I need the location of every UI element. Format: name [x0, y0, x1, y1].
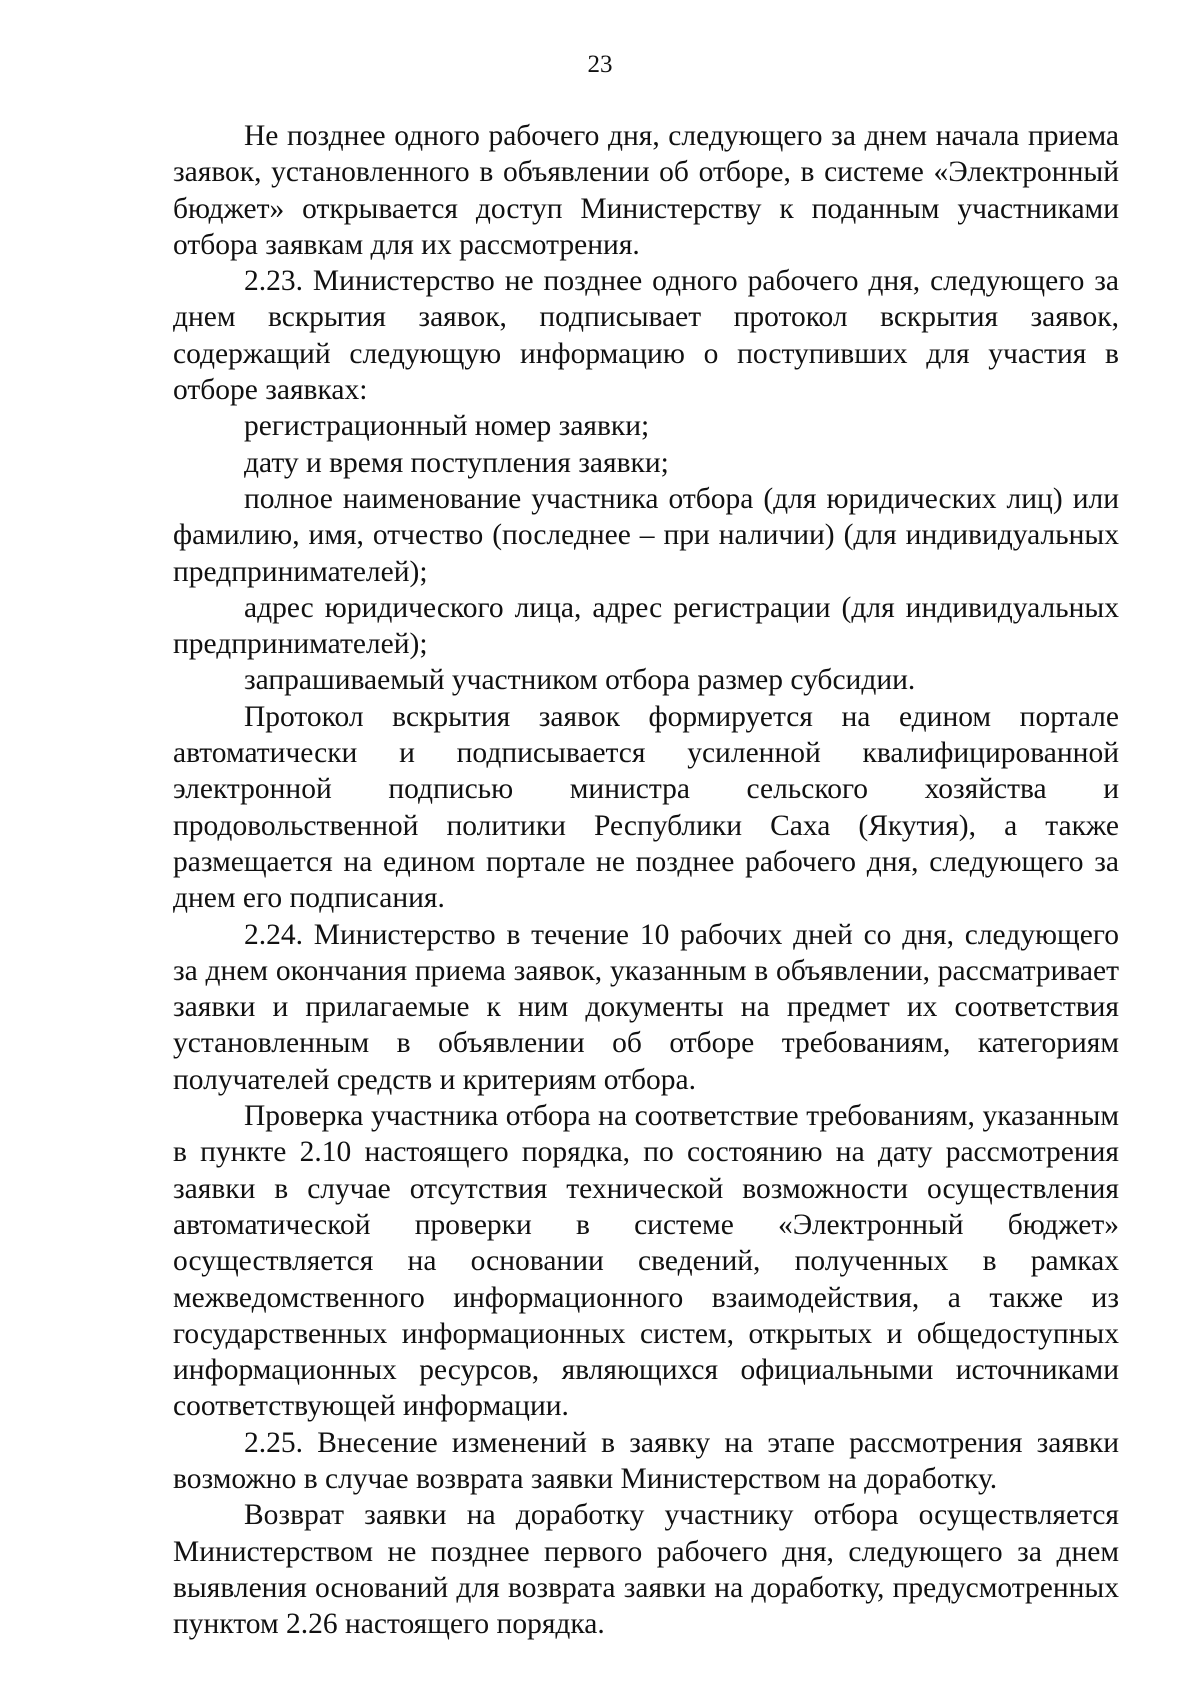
list-item-date-time: дату и время поступления заявки;: [244, 446, 669, 479]
list-item-subsidy-amount: запрашиваемый участником отбора размер субсидии.: [244, 664, 916, 697]
paragraph-2-23: 2.23. Министерство не позднее одного рабочего дня, следующего за днем вскрытия заявок, подписывает протокол вскрытия заявок, содержащий следующую информацию о поступивших для участия в отборе заявках:: [173, 265, 1119, 407]
paragraph-2-25: 2.25. Внесение изменений в заявку на этапе рассмотрения заявки возможно в случае возврата заявки Министерством на доработку.: [173, 1426, 1119, 1495]
paragraph-access-to-applications: Не позднее одного рабочего дня, следующего за днем начала приема заявок, установленного в объявлении об отборе, в системе «Электронный бюджет» открывается доступ Министерству к поданным участниками отбора заявкам для их рассмотрения.: [173, 120, 1119, 261]
paragraph-2-24: 2.24. Министерство в течение 10 рабочих дней со дня, следующего за днем окончания приема заявок, указанным в объявлении, рассматривает заявки и прилагаемые к ним документы на предмет их соответствия установленным в объявлении об отборе требованиям, категориям получателей средств и критериям отбора.: [173, 918, 1119, 1096]
document-body: [173, 118, 1119, 1642]
paragraph-protocol: Протокол вскрытия заявок формируется на едином портале автоматически и подписывается усиленной квалифицированной электронной подписью министра сельского хозяйства и продовольственной политики Республики Саха (Якутия), а также размещается на едином портале не позднее рабочего дня, следующего за днем его подписания.: [173, 700, 1119, 915]
list-item-full-name: полное наименование участника отбора (для юридических лиц) или фамилию, имя, отчество (последнее – при наличии) (для индивидуальных предпринимателей);: [173, 482, 1119, 588]
list-item-registration-number: регистрационный номер заявки;: [244, 410, 650, 443]
paragraph-return-for-revision: Возврат заявки на доработку участнику отбора осуществляется Министерством не позднее первого рабочего дня, следующего за днем выявления оснований для возврата заявки на доработку, предусмотренных пунктом 2.26 настоящего порядка.: [173, 1499, 1119, 1641]
list-item-address: адрес юридического лица, адрес регистрации (для индивидуальных предпринимателей);: [173, 591, 1119, 661]
page-number: 23: [587, 51, 613, 78]
paragraph-verification: Проверка участника отбора на соответствие требованиям, указанным в пункте 2.10 настоящего порядка, по состоянию на дату рассмотрения заявки в случае отсутствия технической возможности осуществления автоматической проверки в системе «Электронный бюджет» осуществляется на основании сведений, полученных в рамках межведомственного информационного взаимодействия, а также из государственных информационных систем, открытых и общедоступных информационных ресурсов, являющихся официальными источниками соответствующей информации.: [173, 1100, 1119, 1423]
